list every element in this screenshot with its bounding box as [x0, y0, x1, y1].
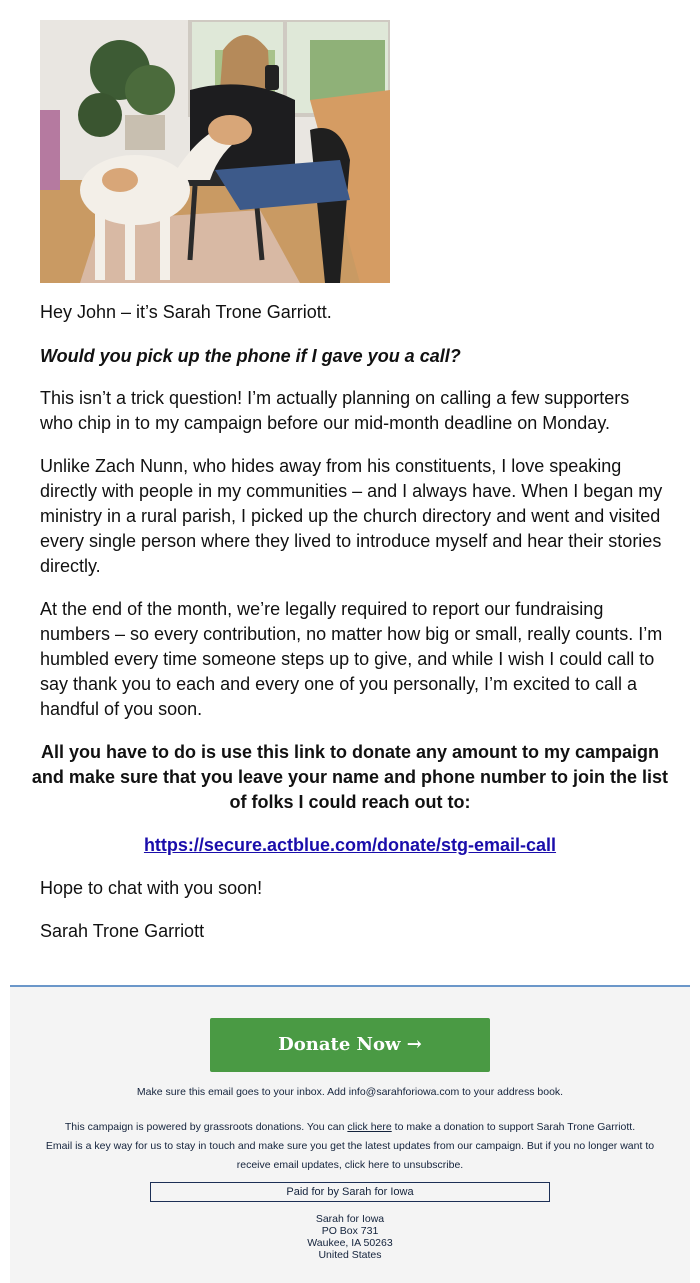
powered-suffix: to make a donation to support Sarah Trone Garriott. [391, 1121, 636, 1133]
donate-click-here-link[interactable]: click here [347, 1121, 392, 1133]
photo-woman-on-phone-with-dog-icon [40, 20, 390, 283]
footer-disclaimer [40, 1118, 660, 1175]
email-footer [10, 985, 690, 1283]
mailing-address [10, 1213, 690, 1261]
email-line-prefix: Email is a key way for us to stay in touch and make sure you get the latest updates from our campaign. But if you no longer want to receive email updates, [45, 1140, 655, 1171]
email-line-suffix: to unsubscribe. [389, 1159, 464, 1171]
address-org: Sarah for Iowa [315, 1213, 385, 1225]
donate-now-button[interactable]: Donate Now → [210, 1018, 490, 1072]
address-line2: Waukee, IA 50263 [307, 1237, 393, 1249]
paid-for-disclaimer: Paid for by Sarah for Iowa [150, 1182, 550, 1202]
hero-photo [40, 20, 390, 283]
unsubscribe-link[interactable]: click here [344, 1159, 390, 1171]
paragraph-2: Unlike Zach Nunn, who hides away from his constituents, I love speaking directly with people in my communities – and I always have. When I began my ministry in a rural parish, I picked up the church directory and went and visited every single person where they lived to introduce myself and hear their stories directly. [40, 456, 663, 576]
donate-link-line [0, 833, 700, 858]
closing-text: Hope to chat with you soon! [40, 878, 263, 898]
powered-prefix: This campaign is powered by grassroots donations. You can [64, 1121, 348, 1133]
address-line1: PO Box 731 [321, 1225, 379, 1237]
greeting-text: Hey John – it’s Sarah Trone Garriott. [40, 302, 332, 322]
signature-text: Sarah Trone Garriott [40, 921, 205, 941]
paragraph-3: At the end of the month, we’re legally required to report our fundraising numbers – so every contribution, no matter how big or small, really counts. I’m humbled every time someone steps up to give, and while I wish I could call to say thank you to each and every one of you personally, I’m excited to call a handful of you soon. [40, 599, 663, 719]
paragraph-1: This isn’t a trick question! I’m actually planning on calling a few supporters who chip in to my campaign before our mid-month deadline on Monday. [40, 388, 630, 433]
address-country: United States [318, 1249, 382, 1261]
call-to-action-text: All you have to do is use this link to donate any amount to my campaign and make sure that you leave your name and phone number to join the list of folks I could reach out to: [31, 742, 669, 812]
donate-link[interactable]: https://secure.actblue.com/donate/stg-email-call [143, 835, 557, 855]
question-heading: Would you pick up the phone if I gave you a call? [40, 346, 461, 366]
inbox-note: Make sure this email goes to your inbox. Add info@sarahforiowa.com to your address book. [136, 1086, 564, 1098]
